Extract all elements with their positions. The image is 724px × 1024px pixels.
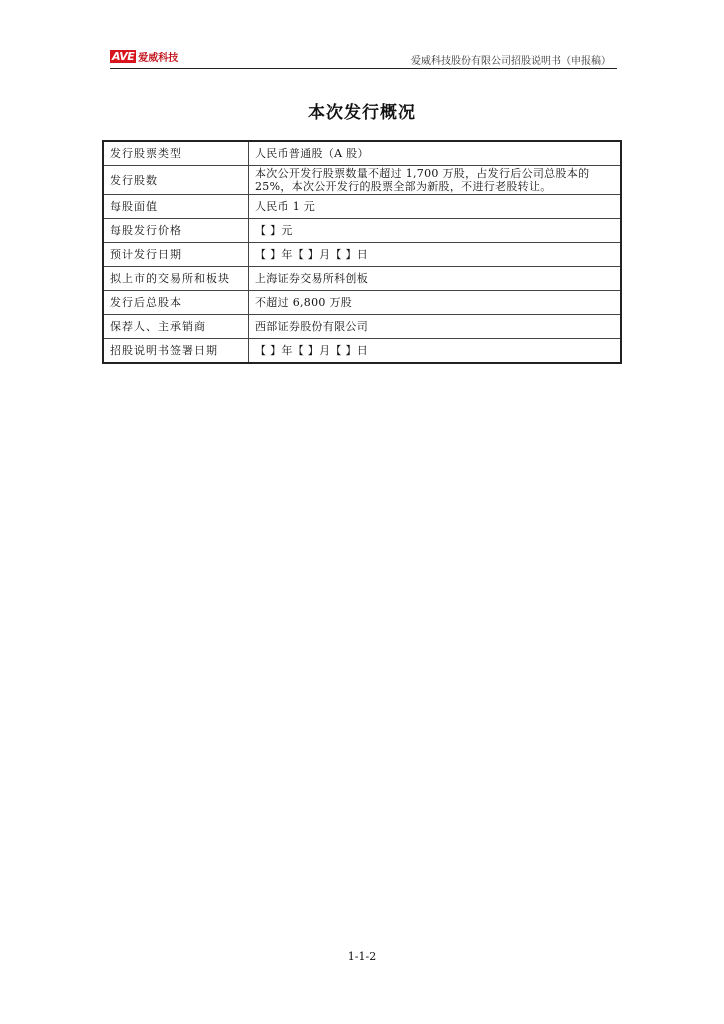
- table-row: [103, 267, 621, 291]
- row-label: 发行股数: [103, 166, 249, 195]
- logo-mark: AVE: [112, 49, 135, 63]
- table-row: [103, 141, 621, 166]
- logo-text: 爱威科技: [138, 52, 179, 64]
- table-row: [103, 195, 621, 219]
- row-label: 每股面值: [103, 195, 249, 219]
- row-label: 发行后总股本: [103, 291, 249, 315]
- row-value: 不超过 6,800 万股: [249, 291, 622, 315]
- row-value: 人民币 1 元: [249, 195, 622, 219]
- row-label: 发行股票类型: [103, 141, 249, 166]
- row-value: 【 】年【 】月【 】日: [249, 243, 622, 267]
- page-header: [110, 44, 617, 69]
- row-label: 招股说明书签署日期: [103, 339, 249, 364]
- table-row: [103, 219, 621, 243]
- table-row: [103, 166, 621, 195]
- table-row: [103, 243, 621, 267]
- table-row: [103, 339, 621, 364]
- row-label: 拟上市的交易所和板块: [103, 267, 249, 291]
- page-title: 本次发行概况: [308, 103, 416, 123]
- row-value: 西部证券股份有限公司: [249, 315, 622, 339]
- row-label: 预计发行日期: [103, 243, 249, 267]
- row-value: 本次公开发行股票数量不超过 1,700 万股，占发行后公司总股本的 25%，本次公开发行的股票全部为新股，不进行老股转让。: [249, 166, 622, 195]
- row-label: 保荐人、主承销商: [103, 315, 249, 339]
- page-number: 1-1-2: [347, 950, 377, 963]
- table-row: [103, 291, 621, 315]
- row-value: 【 】年【 】月【 】日: [249, 339, 622, 364]
- row-label: 每股发行价格: [103, 219, 249, 243]
- row-value: 【 】元: [249, 219, 622, 243]
- table-row: [103, 315, 621, 339]
- offering-overview-table: [102, 140, 622, 364]
- document-title: 爱威科技股份有限公司招股说明书（申报稿）: [411, 56, 611, 67]
- row-value: 人民币普通股（A 股）: [249, 141, 622, 166]
- row-value: 上海证券交易所科创板: [249, 267, 622, 291]
- company-logo: [110, 48, 178, 64]
